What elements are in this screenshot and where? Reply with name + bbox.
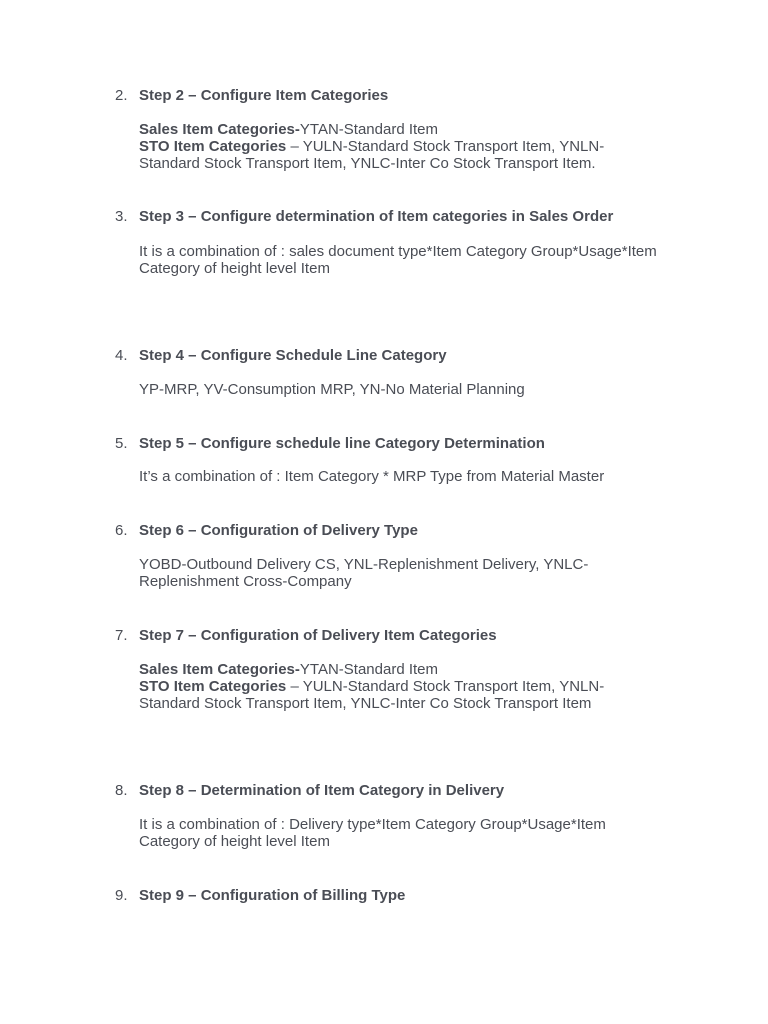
step-body (139, 381, 699, 398)
body-line: Replenishment Cross-Company (139, 573, 352, 590)
step-body (139, 121, 699, 172)
body-line: It is a combination of : sales document type*Item Category Group*Usage*Item (139, 243, 657, 260)
sto-item-categories-label: STO Item Categories (139, 678, 287, 695)
sales-item-categories-label: Sales Item Categories- (139, 661, 300, 678)
step-title: Step 8 – Determination of Item Category in Delivery (139, 782, 505, 799)
list-number: 7. (115, 627, 128, 644)
body-line: It is a combination of : Delivery type*Item Category Group*Usage*Item (139, 816, 606, 833)
list-number: 4. (115, 347, 128, 364)
step-body (139, 243, 699, 277)
body-line: Category of height level Item (139, 833, 330, 850)
sto-item-categories-label: STO Item Categories (139, 138, 287, 155)
body-line: YOBD-Outbound Delivery CS, YNL-Replenishment Delivery, YNLC- (139, 556, 589, 573)
sto-item-categories-value: – YULN-Standard Stock Transport Item, YNLN- (286, 138, 605, 155)
list-number: 5. (115, 435, 128, 452)
body-line: It’s a combination of : Item Category * MRP Type from Material Master (139, 468, 605, 485)
step-title: Step 5 – Configure schedule line Category Determination (139, 435, 545, 452)
step-title: Step 9 – Configuration of Billing Type (139, 887, 406, 904)
sales-item-categories-label: Sales Item Categories- (139, 121, 300, 138)
list-number: 8. (115, 782, 128, 799)
sto-item-categories-value-cont: Standard Stock Transport Item, YNLC-Inter Co Stock Transport Item (139, 695, 592, 712)
step-title: Step 3 – Configure determination of Item categories in Sales Order (139, 208, 614, 225)
sto-item-categories-value-cont: Standard Stock Transport Item, YNLC-Inter Co Stock Transport Item. (139, 155, 596, 172)
step-body (139, 556, 699, 590)
sales-item-categories-value: YTAN-Standard Item (299, 121, 439, 138)
body-line: YP-MRP, YV-Consumption MRP, YN-No Material Planning (139, 381, 525, 398)
step-body (139, 468, 699, 485)
step-title: Step 7 – Configuration of Delivery Item Categories (139, 627, 497, 644)
step-body (139, 816, 699, 850)
step-title: Step 2 – Configure Item Categories (139, 87, 389, 104)
step-title: Step 4 – Configure Schedule Line Category (139, 347, 447, 364)
sales-item-categories-value: YTAN-Standard Item (299, 661, 439, 678)
step-body (139, 661, 699, 712)
step-title: Step 6 – Configuration of Delivery Type (139, 522, 418, 539)
body-line: Category of height level Item (139, 260, 330, 277)
sto-item-categories-value: – YULN-Standard Stock Transport Item, YNLN- (286, 678, 605, 695)
list-number: 9. (115, 887, 128, 904)
list-number: 6. (115, 522, 128, 539)
list-number: 2. (115, 87, 128, 104)
list-number: 3. (115, 208, 128, 225)
